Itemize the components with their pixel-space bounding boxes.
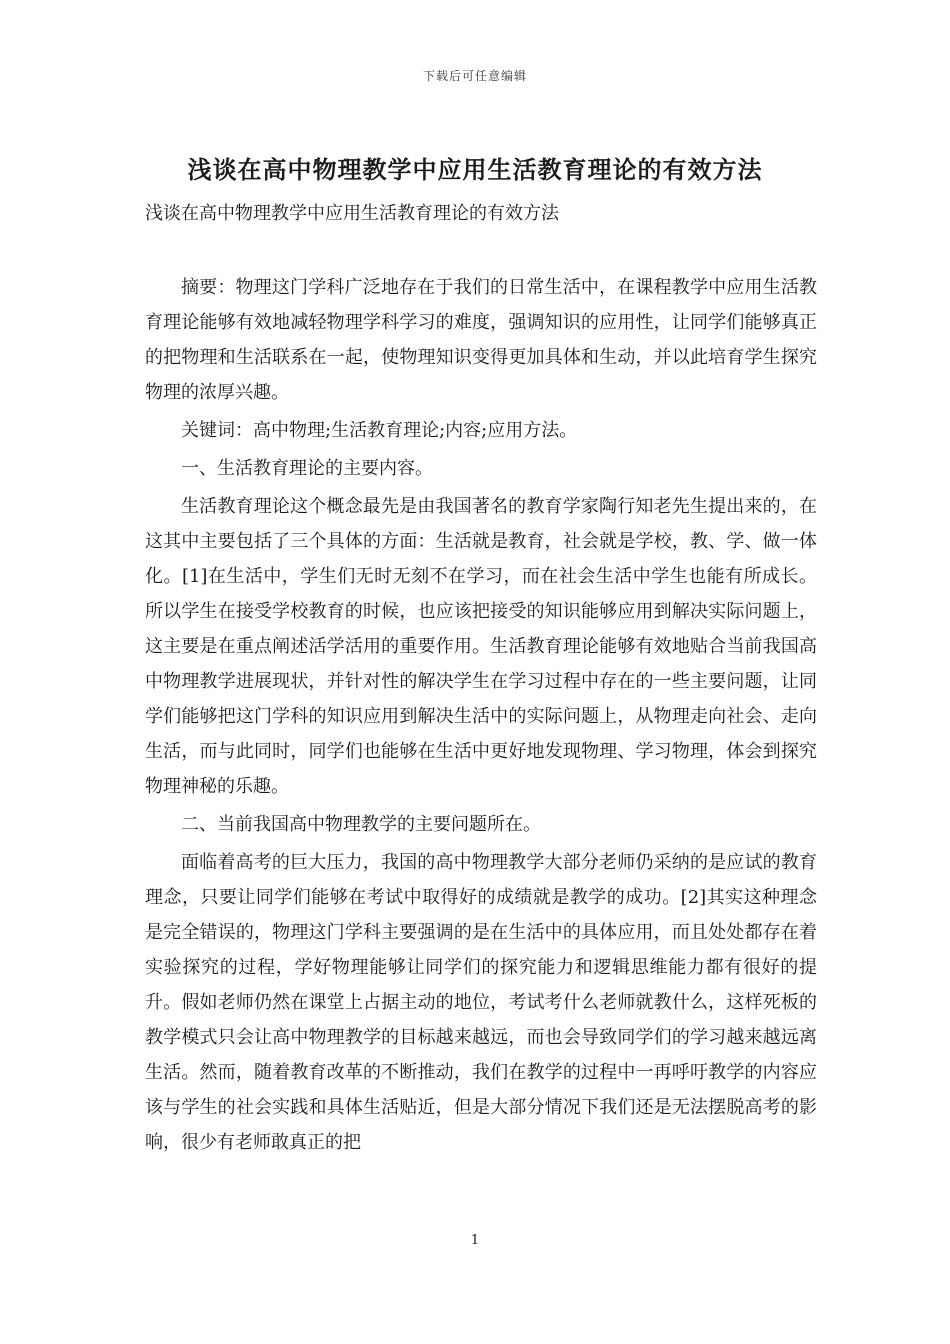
body-paragraph: 生活教育理论这个概念最先是由我国著名的教育学家陶行知老先生提出来的，在这其中主要包括了三个具体的方面：生活就是教育，社会就是学校，教、学、做一体化。[1]在生活中，学生们无时无刻不在学习，而在社会生活中学生也能有所成长。所以学生在接受学校教育的时候，也应该把接受的知识能够应用到解决实际问题上，这主要是在重点阐述活学活用的重要作用。生活教育理论能够有效地贴合当前我国高中物理教学进展现状，并针对性的解决学生在学习过程中存在的一些主要问题，让同学们能够把这门学科的知识应用到解决生活中的实际问题上，从物理走向社会、走向生活，而与此同时，同学们也能够在生活中更好地发现物理、学习物理，体会到探究物理神秘的乐趣。 [145, 496, 817, 797]
section-heading-1: 一、生活教育理论的主要内容。 [181, 458, 433, 479]
abstract-paragraph: 摘要：物理这门学科广泛地存在于我们的日常生活中，在课程教学中应用生活教育理论能够有效地减轻物理学科学习的难度，强调知识的应用性，让同学们能够真正的把物理和生活联系在一起，使物理知识变得更加具体和生动，并以此培育学生探究物理的浓厚兴趣。 [145, 277, 817, 403]
section-heading-2: 二、当前我国高中物理教学的主要问题所在。 [181, 814, 541, 835]
keywords-paragraph: 关键词：高中物理;生活教育理论;内容;应用方法。 [181, 420, 578, 441]
document-title: 浅谈在高中物理教学中应用生活教育理论的有效方法 [187, 155, 763, 184]
header-note: 下载后可任意编辑 [422, 69, 527, 83]
body-paragraph: 面临着高考的巨大压力，我国的高中物理教学大部分老师仍采纳的是应试的教育理念，只要让同学们能够在考试中取得好的成绩就是教学的成功。[2]其实这种理念是完全错误的，物理这门学科主要强调的是在生活中的具体应用，而且处处都存在着实验探究的过程，学好物理能够让同学们的探究能力和逻辑思维能力都有很好的提升。假如老师仍然在课堂上占据主动的地位，考试考什么老师就教什么，这样死板的教学模式只会让高中物理教学的目标越来越远，而也会导致同学们的学习越来越远离生活。然而，随着教育改革的不断推动，我们在教学的过程中一再呼吁教学的内容应该与学生的社会实践和具体生活贴近，但是大部分情况下我们还是无法摆脱高考的影响，很少有老师敢真正的把 [145, 852, 817, 1153]
document-body [145, 270, 817, 1160]
document-subtitle: 浅谈在高中物理教学中应用生活教育理论的有效方法 [145, 203, 559, 224]
page-number: 1 [470, 1233, 480, 1248]
